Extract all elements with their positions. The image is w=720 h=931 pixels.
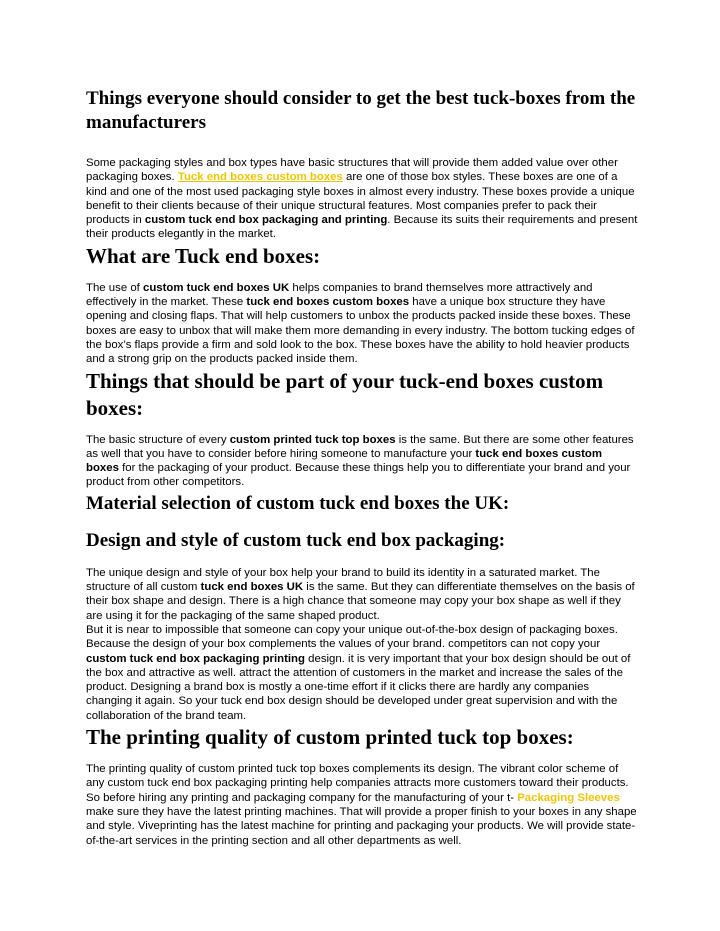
heading-material-selection: Material selection of custom tuck end boxes the UK: (86, 492, 510, 514)
document-page (86, 0, 638, 848)
things-paragraph: The basic structure of every custom printed tuck top boxes is the same. But there are some other features as well that you have to consider before hiring someone to manufacture your tuck end boxes custom boxes for the packaging of your product. Because these things help you to differentiate your brand and your product from other competitors. (86, 433, 634, 489)
heading-design-and-style: Design and style of custom tuck end box packaging: (86, 529, 506, 551)
design-paragraph: The unique design and style of your box help your brand to build its identity in a saturated market. The structure of all custom tuck end boxes UK is the same. But they can differentiate themselves on the basis of their box shape and design. There is a high chance that someone may copy your box shape as well if they are using it for the packaging of the same shaped product. But it is near to impossible that someone can copy your unique out-of-the-box design of packaging boxes. Because the design of your box complements the values of your brand. competitors can not copy your custom tuck end box packaging printing design. it is very important that your box design should be out of the box and attractive as well. attract the attention of customers in the market and increase the sales of the product. Designing a brand box is mostly a one-time effort if it clicks there are hardly any companies changing it again. So your tuck end box design should be developed under great supervision and with the collaboration of the brand team. (86, 566, 635, 722)
packaging-sleeves-link[interactable]: Packaging Sleeves (517, 791, 620, 804)
intro-paragraph: Some packaging styles and box types have basic structures that will provide them added value over other packaging boxes. Tuck end boxes custom boxes are one of those box styles. These boxes are one of a kind and one of the most used packaging style boxes in almost every industry. These boxes provide a unique benefit to their clients because of their unique structural features. Most companies prefer to pack their products in custom tuck end box packaging and printing. Because its suits their requirements and present their products elegantly in the market. (86, 157, 638, 241)
page-title: Things everyone should consider to get the best tuck-boxes from the manufacturers (86, 88, 636, 133)
printing-paragraph: The printing quality of custom printed tuck top boxes complements its design. The vibrant color scheme of any custom tuck end box packaging printing help companies attracts more customers toward their products. So before hiring any printing and packaging company for the manufacturing of your t- Packaging Sleeves make sure they have the latest printing machines. That will provide a proper finish to your boxes in any shape and style. Viveprinting has the latest machine for printing and packaging your products. We will provide state-of-the-art services in the printing section and all other departments as well. (86, 763, 637, 847)
tuck-end-boxes-link[interactable]: Tuck end boxes custom boxes (177, 171, 343, 184)
what-paragraph: The use of custom tuck end boxes UK helps companies to brand themselves more attractively and effectively in the market. These tuck end boxes custom boxes have a unique box structure they have opening and closing flaps. That will help customers to unbox the products packed inside these boxes. These boxes are easy to unbox that will make them more demanding in every industry. The bottom tucking edges of the box’s flaps provide a firm and sold look to the box. These boxes have the ability to hold heavier products and a strong grip on the products packed inside them. (86, 281, 635, 366)
heading-printing-quality: The printing quality of custom printed tuck top boxes: (86, 725, 574, 750)
heading-what-are-tuck-end-boxes: What are Tuck end boxes: (86, 243, 321, 268)
heading-things-part-of-boxes: Things that should be part of your tuck-end boxes custom boxes: (86, 368, 604, 420)
